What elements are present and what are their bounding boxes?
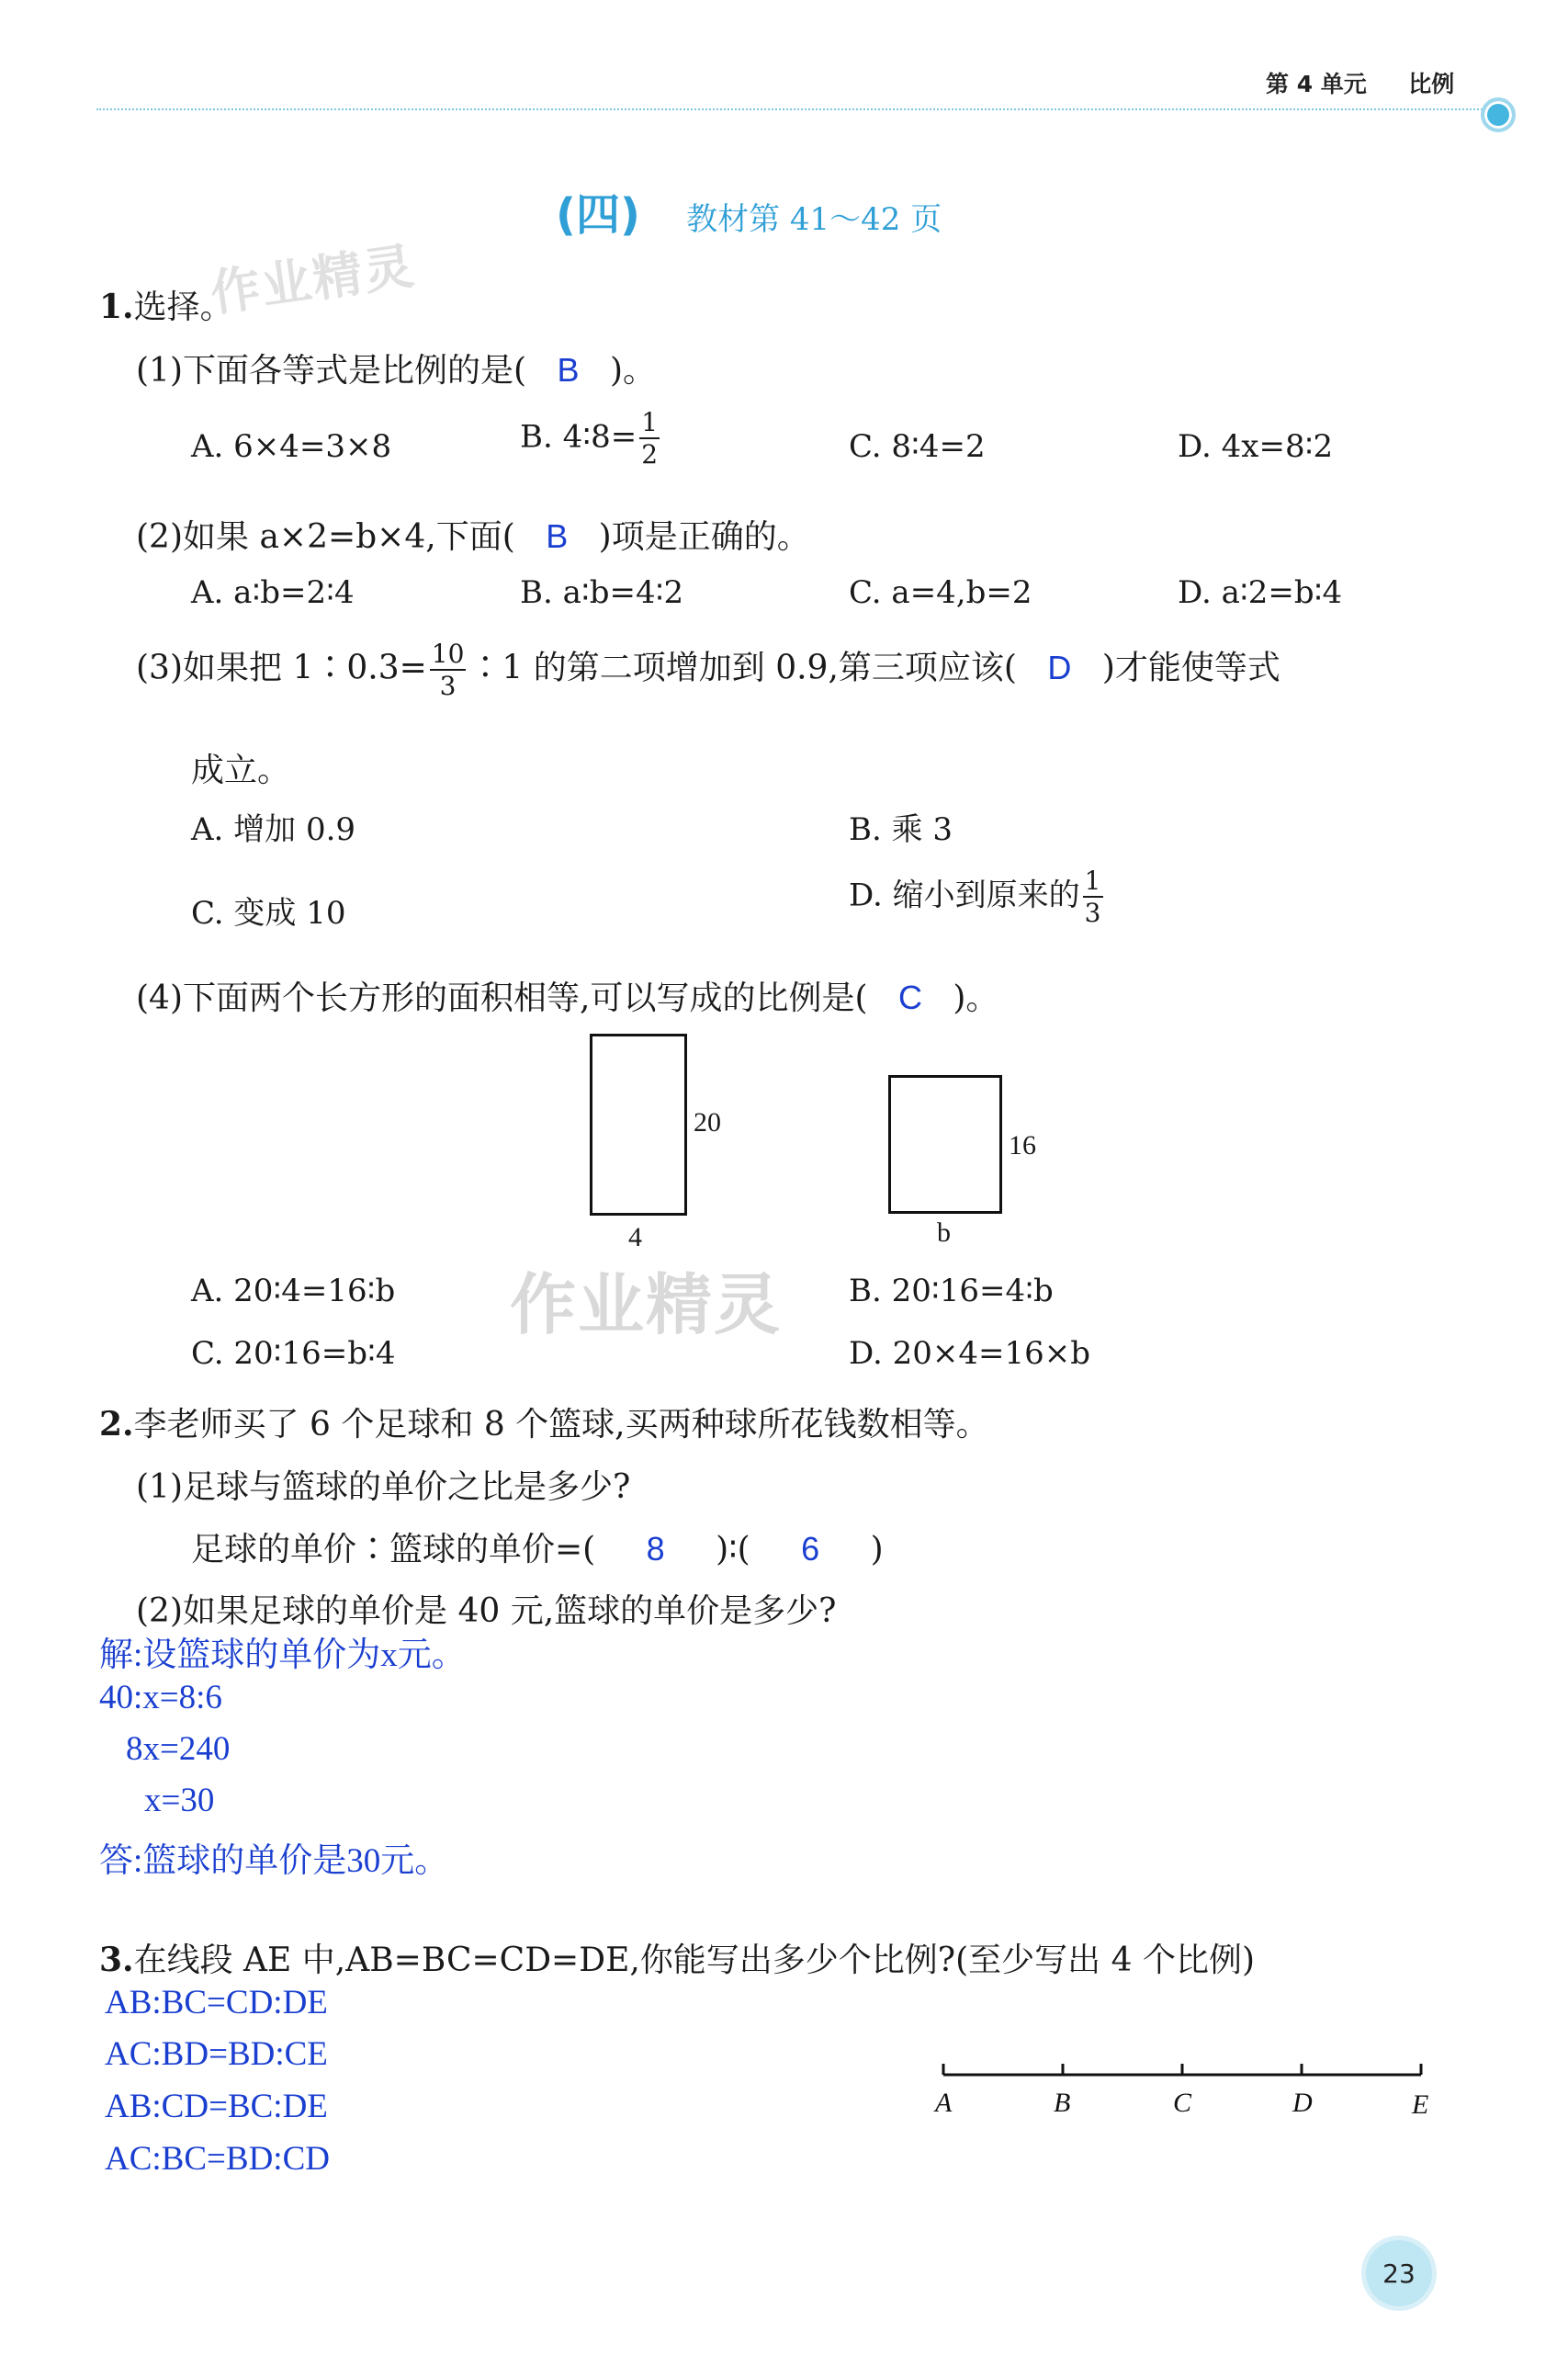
q2-2-stem: (2)如果足球的单价是 40 元,篮球的单价是多少? (136, 1592, 837, 1630)
q1-1-option-b-fraction (639, 407, 660, 470)
q1-title-text: 选择。 (133, 289, 233, 326)
q1-4-option-d: D. 20×4=16×b (849, 1335, 1091, 1372)
q3-answer-1: AB:BC=CD:DE (105, 1984, 328, 2021)
fraction-numerator: 10 (431, 639, 465, 669)
q1-1-suffix: )。 (609, 352, 657, 390)
q3-title-text: 在线段 AE 中,AB=BC=CD=DE,你能写出多少个比例?(至少写出 4 个比例) (133, 1942, 1255, 1979)
header-circle-icon (1481, 97, 1516, 132)
q1-4-answer: C (897, 979, 922, 1016)
q1-4-prefix: (4)下面两个长方形的面积相等,可以写成的比例是( (136, 979, 868, 1017)
rectangle-tall-height-label: 20 (694, 1107, 721, 1138)
unit-topic: 比例 (1408, 71, 1455, 97)
q1-3-option-d-fraction (1083, 868, 1103, 926)
q1-2-prefix: (2)如果 a×2=b×4,下面( (136, 518, 515, 556)
q1-3-option-d (849, 868, 1106, 926)
q1-3-option-b: B. 乘 3 (849, 811, 953, 848)
section-pages: 教材第 41～42 页 (686, 201, 942, 238)
q1-3-stem (136, 641, 1280, 699)
q1-2-option-a: A. a∶b=2∶4 (191, 574, 355, 611)
q1-1-answer: B (557, 351, 580, 389)
unit-label: 第 4 单元 (1266, 71, 1367, 97)
q2-solution-line-4: x=30 (144, 1782, 215, 1819)
q1-4-option-b: B. 20∶16=4∶b (849, 1273, 1054, 1309)
q2-solution-line-2: 40:x=8:6 (99, 1679, 222, 1716)
rectangle-short-height-label: 16 (1009, 1130, 1036, 1161)
rectangle-short-width-label: b (937, 1217, 951, 1248)
q1-title (99, 281, 233, 328)
q2-solution-line-1: 解:设篮球的单价为x元。 (99, 1636, 466, 1674)
q3-number: 3. (99, 1941, 134, 1979)
q1-3-option-c: C. 变成 10 (191, 895, 346, 932)
rectangle-tall (590, 1034, 687, 1216)
q1-4-suffix: )。 (953, 979, 999, 1017)
q2-ratio-middle: )∶( (716, 1531, 750, 1568)
q2-title (99, 1398, 989, 1445)
point-label-c: C (1173, 2088, 1192, 2118)
q1-4-stem (136, 972, 998, 1019)
q2-number: 2. (99, 1405, 134, 1444)
q2-ratio-line (191, 1523, 884, 1570)
section-title (556, 179, 942, 243)
point-label-d: D (1292, 2088, 1313, 2118)
q1-1-prefix: (1)下面各等式是比例的是( (136, 352, 527, 390)
q2-title-text: 李老师买了 6 个足球和 8 个篮球,买两种球所花钱数相等。 (133, 1406, 989, 1444)
q1-2-answer: B (546, 517, 569, 555)
rectangle-tall-width-label: 4 (628, 1222, 642, 1252)
q1-1-option-a: A. 6×4=3×8 (191, 428, 392, 465)
q1-2-stem (136, 511, 810, 558)
page-number: 23 (1382, 2258, 1416, 2289)
q1-1-option-c: C. 8∶4=2 (849, 428, 986, 465)
q2-solution-line-3: 8x=240 (126, 1730, 231, 1768)
q2-ratio-prefix: 足球的单价∶篮球的单价=( (191, 1531, 596, 1568)
q1-1-option-b-text: B. 4∶8= (520, 418, 637, 456)
q1-3-line2: 成立。 (191, 752, 291, 789)
fraction-numerator: 1 (1084, 866, 1101, 896)
q3-title (99, 1934, 1255, 1981)
fraction-denominator: 2 (641, 439, 659, 470)
line-segment-figure (919, 2049, 1470, 2123)
q2-ratio-answer-b: 6 (801, 1530, 820, 1568)
q1-4-option-c: C. 20∶16=b∶4 (191, 1335, 396, 1372)
unit-header (1266, 66, 1454, 99)
q1-1-option-d: D. 4x=8∶2 (1178, 428, 1334, 465)
section-label: (四) (556, 189, 640, 241)
q1-3-option-d-text: D. 缩小到原来的 (849, 877, 1080, 914)
watermark-top: 作业精灵 (207, 236, 419, 323)
point-label-b: B (1054, 2088, 1071, 2118)
fraction-denominator: 3 (1084, 898, 1101, 928)
q3-answer-3: AB:CD=BC:DE (105, 2088, 328, 2125)
q2-ratio-end: ) (870, 1531, 884, 1568)
q1-number: 1. (99, 288, 134, 326)
page-number-badge (1366, 2240, 1432, 2306)
point-label-a: A (935, 2088, 953, 2118)
q3-answer-4: AC:BC=BD:CD (105, 2140, 330, 2178)
q2-1-stem: (1)足球与篮球的单价之比是多少? (136, 1468, 631, 1506)
q1-4-option-a: A. 20∶4=16∶b (191, 1273, 396, 1309)
q1-3-prefix: (3)如果把 1∶0.3= (136, 649, 427, 687)
watermark-middle: 作业精灵 (510, 1266, 783, 1343)
q1-2-suffix: )项是正确的。 (598, 518, 810, 556)
q1-2-option-d: D. a∶2=b∶4 (1178, 574, 1343, 611)
q1-3-suffix: )才能使等式 (1101, 649, 1280, 687)
fraction-numerator: 1 (641, 407, 659, 437)
q1-2-option-b: B. a∶b=4∶2 (520, 574, 684, 611)
header-divider (96, 108, 1493, 110)
rectangle-short (888, 1075, 1002, 1214)
q1-3-option-a: A. 增加 0.9 (191, 811, 356, 848)
q1-3-answer: D (1047, 648, 1072, 686)
fraction-denominator: 3 (439, 671, 457, 701)
q1-1-option-b (520, 407, 662, 470)
q1-1-stem (136, 345, 656, 391)
q2-ratio-answer-a: 8 (646, 1530, 665, 1568)
q1-3-fraction (430, 641, 467, 699)
q1-3-middle: ∶1 的第二项增加到 0.9,第三项应该( (468, 649, 1017, 687)
q1-2-option-c: C. a=4,b=2 (849, 574, 1032, 611)
q3-answer-2: AC:BD=BD:CE (105, 2035, 328, 2073)
q2-solution-line-5: 答:篮球的单价是30元。 (99, 1842, 449, 1880)
point-label-e: E (1412, 2089, 1429, 2120)
